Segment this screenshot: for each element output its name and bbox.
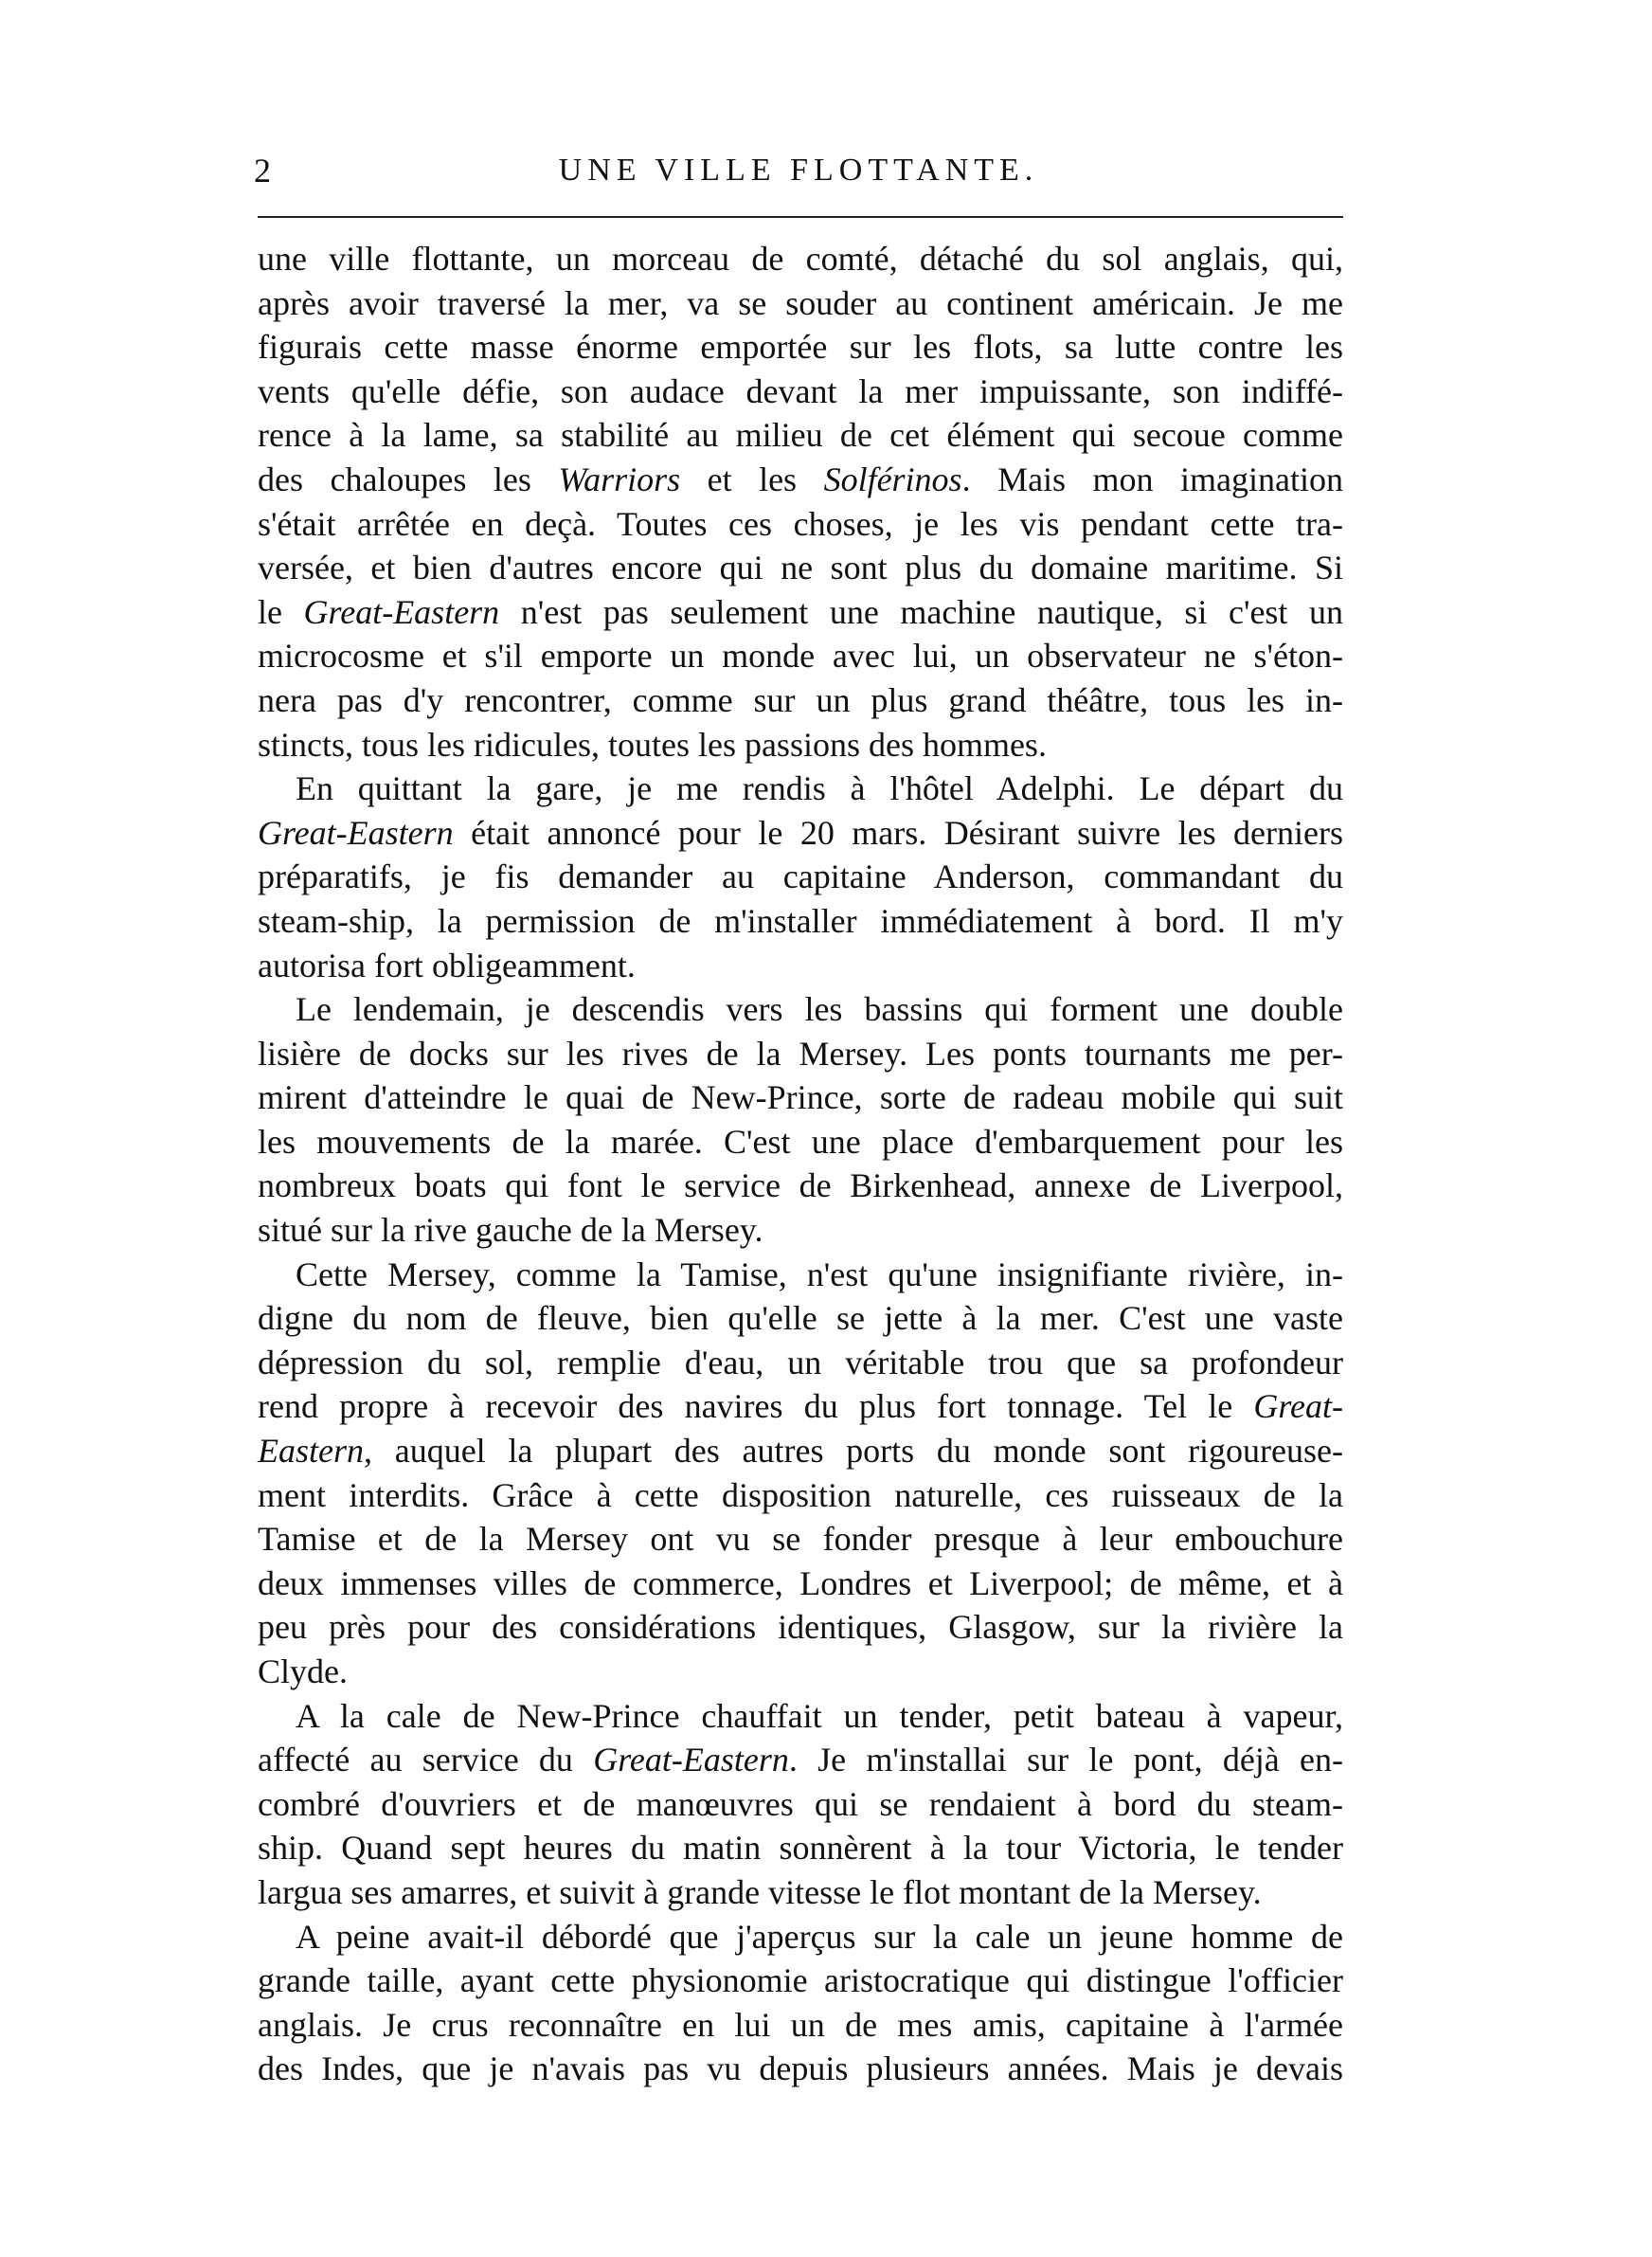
text-line: stincts, tous les ridicules, toutes les passions des hommes. <box>258 725 1047 764</box>
text-line: largua ses amarres, et suivit à grande vitesse le flot montant de la Mersey. <box>258 1872 1262 1911</box>
text-line: Eastern, auquel la plupart des autres ports du monde sont rigoureuse- <box>258 1432 1343 1471</box>
page-header <box>254 152 1343 208</box>
text-line: lisière de docks sur les rives de la Mersey. Les ponts tournants me per- <box>258 1034 1343 1073</box>
text-line: deux immenses villes de commerce, Londres et Liverpool; de même, et à <box>258 1563 1343 1602</box>
paragraph-first-line: En quittant la gare, je me rendis à l'hôtel Adelphi. Le départ du <box>296 769 1343 808</box>
text-line: ment interdits. Grâce à cette disposition naturelle, ces ruisseaux de la <box>258 1475 1343 1514</box>
text-line: figurais cette masse énorme emportée sur les flots, sa lutte contre les <box>258 328 1343 367</box>
text-line: rence à la lame, sa stabilité au milieu de cet élément qui secoue comme <box>258 416 1343 455</box>
text-line: s'était arrêtée en deçà. Toutes ces choses, je les vis pendant cette tra- <box>258 504 1343 543</box>
text-line: rend propre à recevoir des navires du plus fort tonnage. Tel le Great- <box>258 1387 1343 1426</box>
text-line: steam-ship, la permission de m'installer immédiatement à bord. Il m'y <box>258 901 1343 940</box>
header-rule <box>258 216 1343 218</box>
body-text <box>258 237 1343 2091</box>
text-line: vents qu'elle défie, son audace devant la mer impuissante, son indiffé- <box>258 371 1343 410</box>
text-line: des Indes, que je n'avais pas vu depuis plusieurs années. Mais je devais <box>258 2049 1343 2088</box>
paragraph-first-line: Cette Mersey, comme la Tamise, n'est qu'une insignifiante rivière, in- <box>296 1255 1343 1293</box>
text-line: le Great-Eastern n'est pas seulement une machine nautique, si c'est un <box>258 592 1343 631</box>
text-line: digne du nom de fleuve, bien qu'elle se jette à la mer. C'est une vaste <box>258 1299 1343 1338</box>
text-line: après avoir traversé la mer, va se souder au continent américain. Je me <box>258 283 1343 322</box>
text-line: microcosme et s'il emporte un monde avec lui, un observateur ne s'éton- <box>258 637 1343 676</box>
paragraph-first-line: A peine avait-il débordé que j'aperçus sur la cale un jeune homme de <box>296 1917 1343 1956</box>
text-line: autorisa fort obligeamment. <box>258 946 636 984</box>
paragraph-first-line: Le lendemain, je descendis vers les bassins qui forment une double <box>296 990 1343 1029</box>
text-line: anglais. Je crus reconnaître en lui un de mes amis, capitaine à l'armée <box>258 2005 1343 2044</box>
text-line: dépression du sol, remplie d'eau, un véritable trou que sa profondeur <box>258 1343 1343 1381</box>
text-line: les mouvements de la marée. C'est une place d'embarquement pour les <box>258 1122 1343 1161</box>
text-line: situé sur la rive gauche de la Mersey. <box>258 1211 763 1250</box>
text-line: Tamise et de la Mersey ont vu se fonder presque à leur embouchure <box>258 1520 1343 1559</box>
text-line: une ville flottante, un morceau de comté, détaché du sol anglais, qui, <box>258 240 1343 278</box>
text-line: mirent d'atteindre le quai de New-Prince, sorte de radeau mobile qui suit <box>258 1078 1343 1117</box>
text-line: peu près pour des considérations identiques, Glasgow, sur la rivière la <box>258 1608 1343 1647</box>
text-line: versée, et bien d'autres encore qui ne sont plus du domaine maritime. Si <box>258 549 1343 587</box>
text-line: préparatifs, je fis demander au capitaine Anderson, commandant du <box>258 858 1343 896</box>
text-line: affecté au service du Great-Eastern. Je m'installai sur le pont, déjà en- <box>258 1741 1344 1779</box>
text-line: nera pas d'y rencontrer, comme sur un plus grand théâtre, tous les in- <box>258 680 1343 719</box>
paragraph-first-line: A la cale de New-Prince chauffait un tender, petit bateau à vapeur, <box>296 1696 1343 1735</box>
text-line: nombreux boats qui font le service de Birkenhead, annexe de Liverpool, <box>258 1166 1343 1205</box>
text-line: des chaloupes les Warriors et les Solférinos. Mais mon imagination <box>258 460 1343 498</box>
text-line: combré d'ouvriers et de manœuvres qui se rendaient à bord du steam- <box>258 1784 1343 1823</box>
text-line: Clyde. <box>258 1652 348 1690</box>
text-line: ship. Quand sept heures du matin sonnèrent à la tour Victoria, le tender <box>258 1829 1343 1868</box>
running-title: UNE VILLE FLOTTANTE. <box>558 153 1039 188</box>
text-line: Great-Eastern était annoncé pour le 20 mars. Désirant suivre les derniers <box>258 813 1343 852</box>
text-line: grande taille, ayant cette physionomie aristocratique qui distingue l'officier <box>258 1961 1343 2000</box>
page-number: 2 <box>254 152 271 190</box>
